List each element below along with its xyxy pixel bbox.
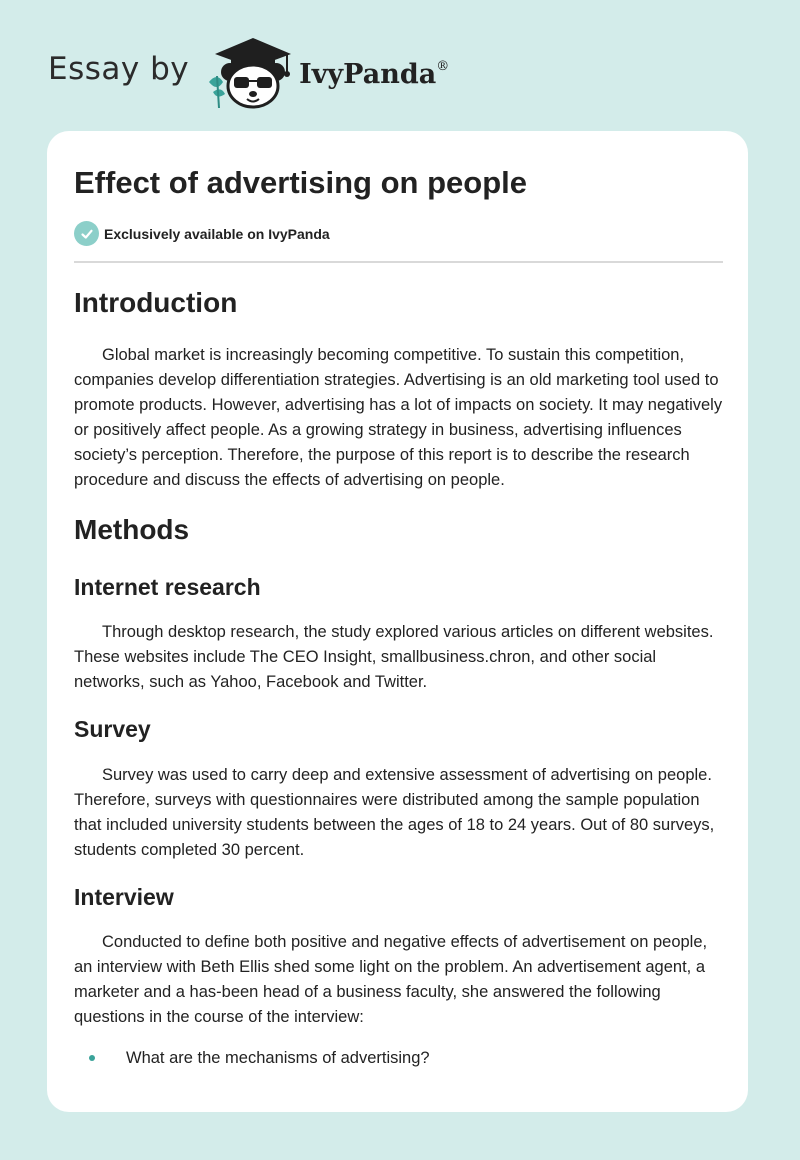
brand-header <box>48 32 449 112</box>
check-circle-icon <box>74 221 99 246</box>
paragraph-introduction: Global market is increasingly becoming competitive. To sustain this competition, companies develop differentiation strategies. Advertising is an old marketing tool used to promote products. However, advertising has a lot of impacts on society. It may negatively or positively affect people. As a growing strategy in business, advertising influences society’s perception. Therefore, the purpose of this report is to describe the research procedure and discuss the effects of advertising on people. <box>74 346 723 489</box>
page-title: Effect of advertising on people <box>74 165 527 200</box>
exclusive-badge <box>74 221 330 246</box>
badge-text: Exclusively available on IvyPanda <box>104 225 330 242</box>
brand-name: IvyPanda® <box>299 58 450 90</box>
registered-mark: ® <box>436 58 450 74</box>
paragraph-interview: Conducted to define both positive and negative effects of advertisement on people, an interview with Beth Ellis shed some light on the problem. An advertisement agent, a marketer and a has-been head of a business faculty, she answered the following questions in the course of the interview: <box>74 933 708 1026</box>
heading-interview: Interview <box>74 884 174 910</box>
list-item-text: What are the mechanisms of advertising? <box>126 1049 430 1067</box>
list-item <box>74 1046 430 1071</box>
paragraph-survey: Survey was used to carry deep and extensive assessment of advertising on people. Therefore, surveys with questionnaires were distributed among the sample population that included university students between the ages of 18 to 24 years. Out of 80 surveys, students completed 30 percent. <box>74 766 715 859</box>
essay-card <box>47 131 748 1112</box>
heading-introduction: Introduction <box>74 287 238 318</box>
heading-survey: Survey <box>74 716 151 742</box>
paragraph-internet-research: Through desktop research, the study explored various articles on different websites. These websites include The CEO Insight, smallbusiness.chron, and other social networks, such as Yahoo, Facebook and Twitter. <box>74 623 714 691</box>
heading-internet-research: Internet research <box>74 574 261 600</box>
heading-methods: Methods <box>74 514 190 545</box>
panda-logo-icon <box>203 32 295 112</box>
divider <box>74 261 723 263</box>
bullet-icon <box>89 1055 95 1061</box>
essay-by-label: Essay by <box>48 51 190 87</box>
